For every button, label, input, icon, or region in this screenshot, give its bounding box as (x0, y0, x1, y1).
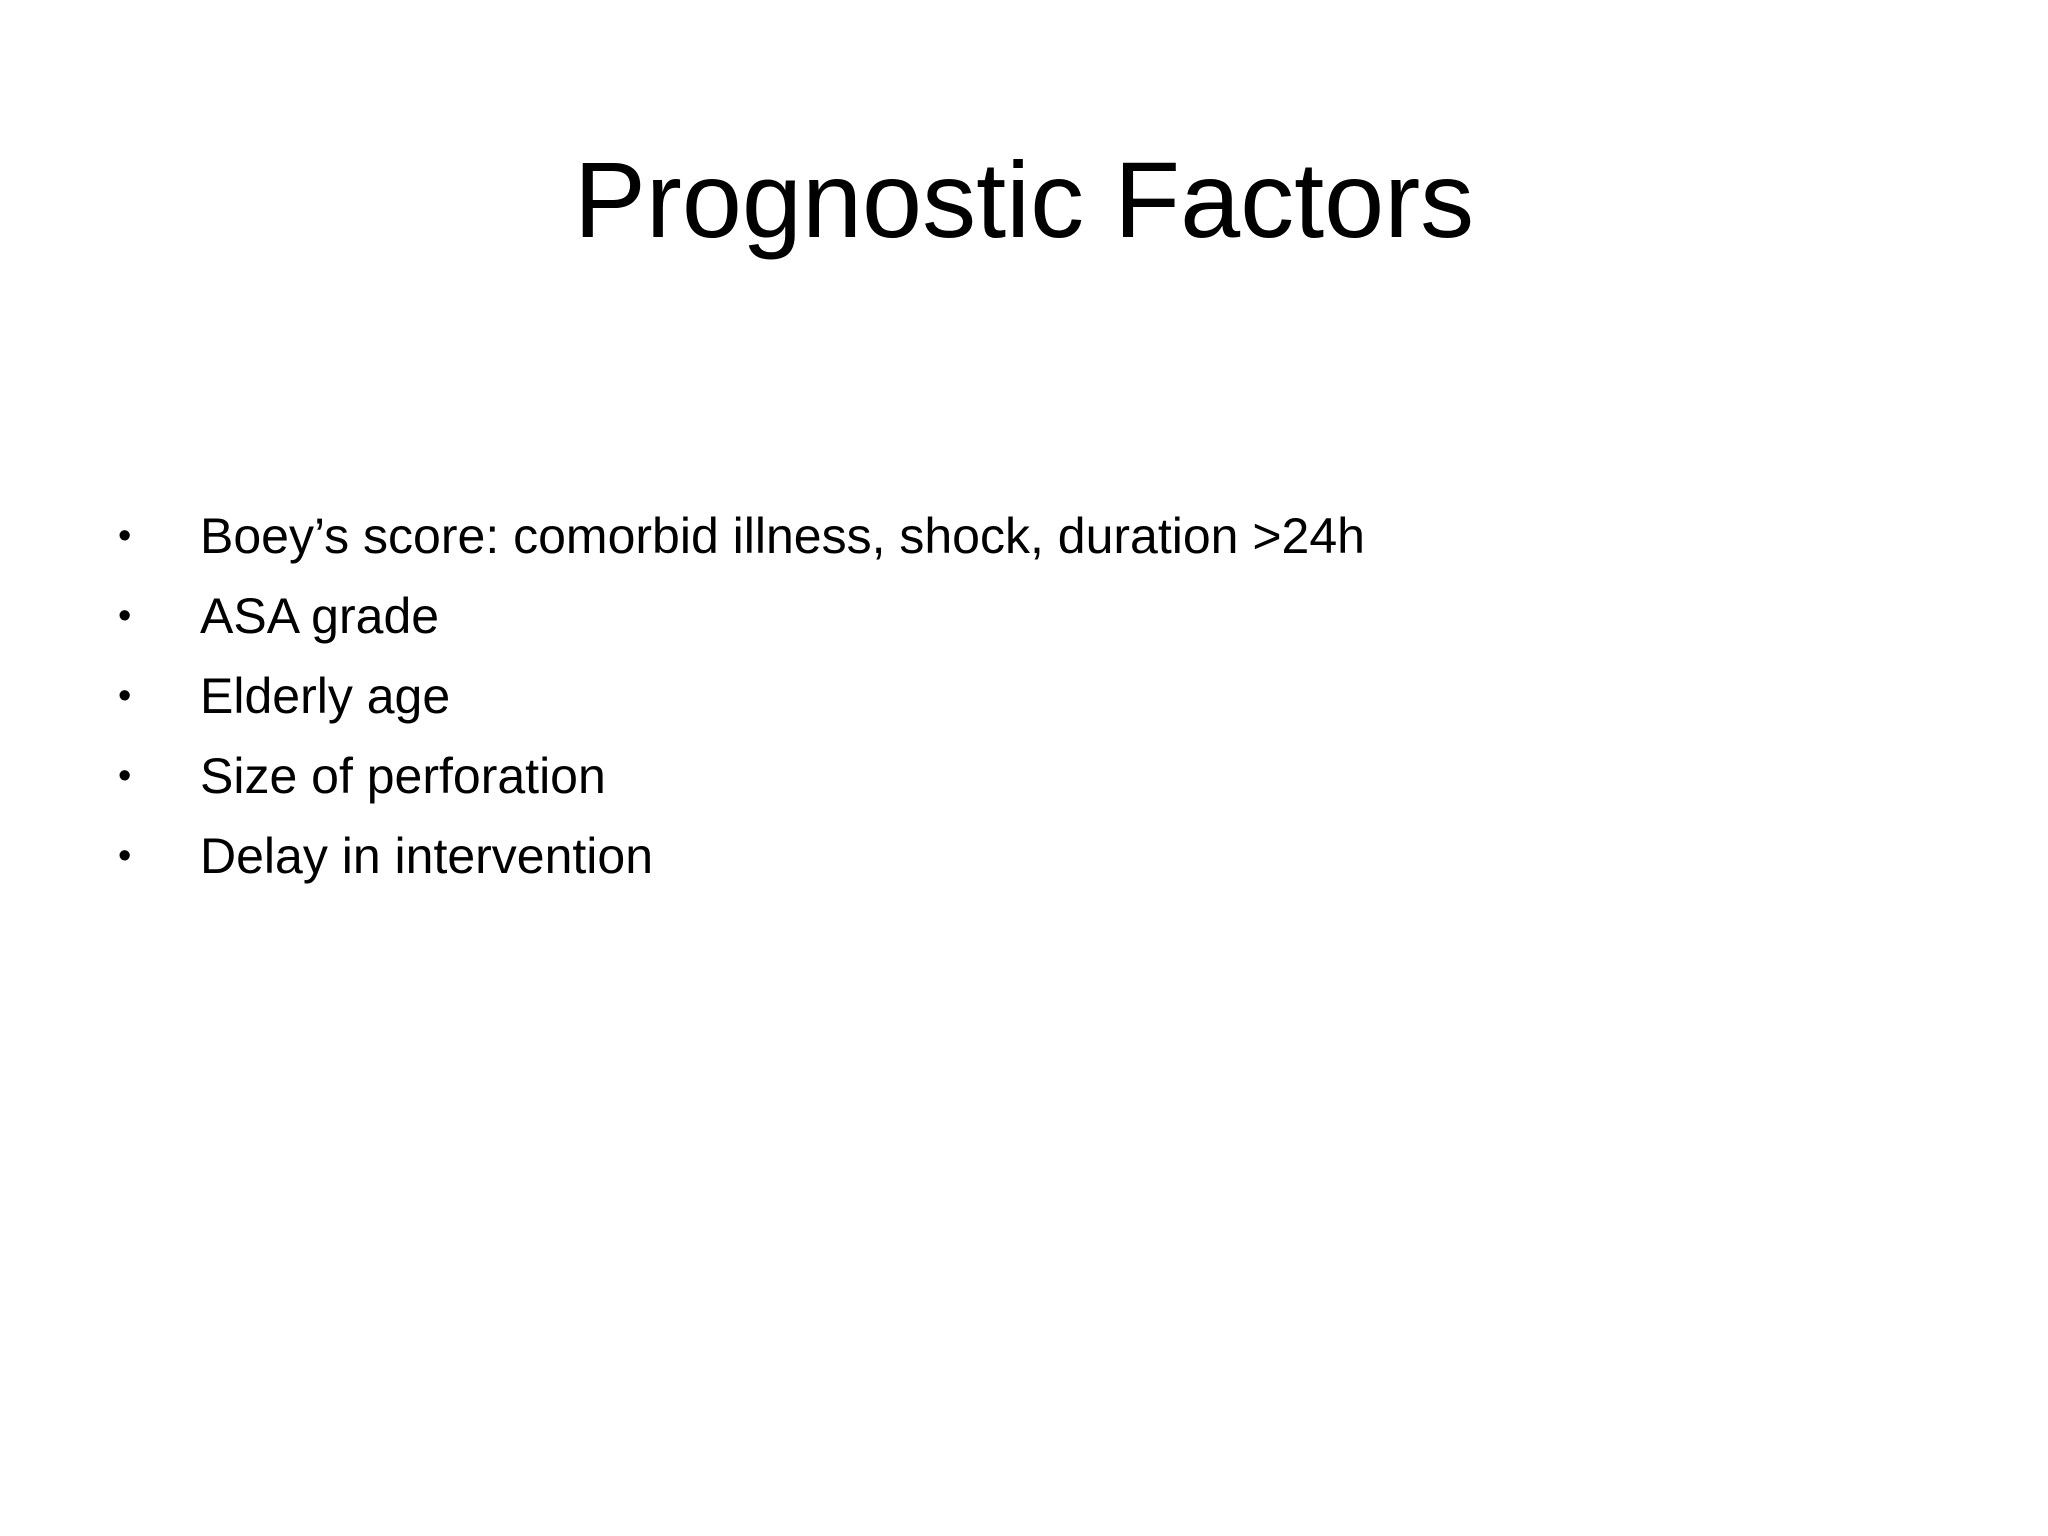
bullet-text: Boey’s score: comorbid illness, shock, duration >24h (200, 508, 1365, 564)
bullet-text: ASA grade (200, 588, 440, 644)
list-item (118, 496, 1918, 576)
list-item (118, 656, 1918, 736)
bullet-icon: • (118, 515, 132, 557)
bullet-icon: • (118, 675, 132, 717)
list-item (118, 736, 1918, 816)
slide-title: Prognostic Factors (573, 139, 1475, 260)
bullet-icon: • (118, 595, 132, 637)
bullet-text: Size of perforation (200, 748, 606, 804)
bullet-icon: • (118, 835, 132, 877)
bullet-icon: • (118, 755, 132, 797)
bullet-list (118, 496, 1918, 896)
list-item (118, 816, 1918, 896)
bullet-text: Delay in intervention (200, 828, 654, 884)
list-item (118, 576, 1918, 656)
bullet-text: Elderly age (200, 668, 451, 724)
